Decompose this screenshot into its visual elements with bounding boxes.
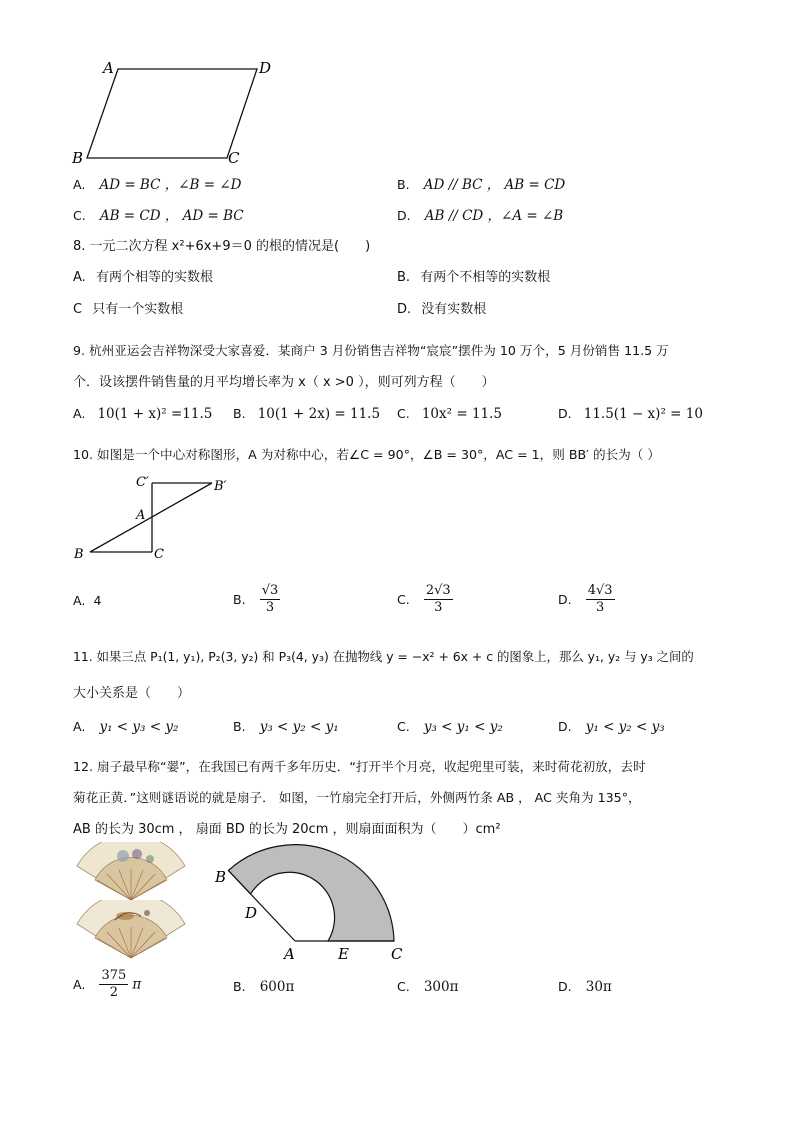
option-fraction bbox=[424, 583, 453, 616]
q8-option-a[interactable] bbox=[73, 266, 213, 285]
option-label: C. bbox=[397, 979, 410, 994]
option-label: C. bbox=[397, 592, 410, 607]
option-label: B. bbox=[233, 406, 246, 421]
option-label: D. bbox=[558, 719, 572, 734]
option-label: A. bbox=[73, 270, 86, 285]
option-label: C bbox=[73, 302, 83, 317]
q11-option-a[interactable] bbox=[73, 719, 178, 735]
option-suffix: π bbox=[132, 976, 142, 993]
option-label: B. bbox=[233, 592, 246, 607]
option-text: y₃ < y₁ < y₂ bbox=[423, 719, 503, 735]
option-label: B. bbox=[233, 979, 246, 994]
fraction-numerator: 375 bbox=[101, 968, 127, 983]
q7-label-c: C bbox=[228, 149, 240, 167]
option-text: AB = CD ， AD = BC bbox=[99, 208, 244, 224]
q9-stem-line1: 9. 杭州亚运会吉祥物深受大家喜爱．某商户 3 月份销售吉祥物“宸宸”摆件为 10 万个，5 月份销售 11.5 万 bbox=[73, 343, 669, 358]
q10-option-c[interactable] bbox=[397, 583, 453, 616]
q7-label-a: A bbox=[103, 59, 114, 77]
option-text: 10(1 + x)² =11.5 bbox=[97, 406, 213, 422]
option-fraction bbox=[586, 583, 615, 616]
option-label: A. bbox=[73, 719, 86, 734]
q12-fan-sector-figure bbox=[205, 838, 420, 968]
q8-option-b[interactable] bbox=[397, 266, 550, 285]
q9-option-a[interactable] bbox=[73, 406, 212, 422]
option-label: D. bbox=[558, 406, 572, 421]
option-label: A. bbox=[73, 177, 86, 192]
q12-option-a[interactable] bbox=[73, 968, 141, 1001]
option-text: 600π bbox=[259, 979, 295, 995]
fan-painting-image-bottom bbox=[75, 900, 187, 960]
q10-label-b: B bbox=[74, 547, 84, 562]
option-text: 有两个不相等的实数根 bbox=[420, 270, 551, 285]
q12-option-d[interactable] bbox=[558, 979, 612, 995]
option-text: 有两个相等的实数根 bbox=[95, 270, 213, 285]
q12-stem-line1: 12. 扇子最早称“翣”，在我国已有两千多年历史．“打开半个月亮，收起兜里可装，来时荷花初放，去时 bbox=[73, 759, 646, 774]
q10-label-a: A bbox=[136, 508, 146, 523]
option-label: D. bbox=[558, 979, 572, 994]
option-text: 30π bbox=[585, 979, 612, 995]
q8-stem: 8. 一元二次方程 x²+6x+9＝0 的根的情况是( ) bbox=[73, 239, 371, 254]
q12-label-b: B bbox=[215, 868, 227, 886]
q12-option-b[interactable] bbox=[233, 979, 294, 995]
q7-option-a[interactable] bbox=[73, 173, 241, 193]
q12-label-d: D bbox=[245, 904, 258, 922]
q11-stem-line1: 11. 如果三点 P₁(1, y₁), P₂(3, y₂) 和 P₃(4, y₃) 在抛物线 y = −x² + 6x + c 的图象上，那么 y₁, y₂ 与 y₃ 之间的 bbox=[73, 649, 694, 664]
q11-stem-line2: 大小关系是（ ） bbox=[73, 686, 191, 701]
q9-option-b[interactable] bbox=[233, 406, 380, 422]
fraction-numerator: 4√3 bbox=[587, 583, 613, 598]
fraction-denominator: 3 bbox=[265, 600, 275, 615]
q11-option-d[interactable] bbox=[558, 719, 665, 735]
q10-label-c: C bbox=[154, 547, 164, 562]
option-label: A. bbox=[73, 406, 86, 421]
q7-option-c[interactable] bbox=[73, 204, 244, 224]
option-text: y₁ < y₂ < y₃ bbox=[585, 719, 665, 735]
option-fraction bbox=[260, 583, 281, 616]
option-text: 11.5(1 − x)² = 10 bbox=[583, 406, 703, 422]
option-text: 300π bbox=[423, 979, 459, 995]
q10-option-b[interactable] bbox=[233, 583, 280, 616]
option-label: C. bbox=[397, 719, 410, 734]
option-text: AB // CD ，∠A = ∠B bbox=[424, 208, 564, 224]
q8-option-d[interactable] bbox=[397, 298, 486, 317]
fraction-numerator: √3 bbox=[261, 583, 279, 598]
q10-label-c-prime: C′ bbox=[136, 475, 149, 490]
q7-option-b[interactable] bbox=[397, 173, 565, 193]
q12-stem-line2: 菊花正黄．”这则谜语说的就是扇子． 如图，一竹扇完全打开后，外侧两竹条 AB ， AC 夹角为 135°， bbox=[73, 790, 641, 805]
fraction-numerator: 2√3 bbox=[425, 583, 451, 598]
q9-option-c[interactable] bbox=[397, 406, 502, 422]
option-text: 没有实数根 bbox=[421, 302, 487, 317]
option-text: y₁ < y₃ < y₂ bbox=[99, 719, 179, 735]
q7-parallelogram-figure bbox=[60, 55, 290, 170]
option-label: B. bbox=[397, 177, 410, 192]
q7-option-d[interactable] bbox=[397, 204, 563, 224]
q10-central-symmetry-figure bbox=[70, 470, 240, 565]
option-label: C. bbox=[397, 406, 410, 421]
option-text: 10x² = 11.5 bbox=[421, 406, 502, 422]
q12-label-c: C bbox=[391, 945, 403, 963]
q12-label-e: E bbox=[338, 945, 349, 963]
option-label: D. bbox=[558, 592, 572, 607]
q10-label-b-prime: B′ bbox=[214, 479, 227, 494]
q12-option-c[interactable] bbox=[397, 979, 458, 995]
q7-label-d: D bbox=[259, 59, 272, 77]
option-text: AD // BC ， AB = CD bbox=[423, 177, 566, 193]
fraction-denominator: 3 bbox=[596, 600, 605, 615]
q8-option-c[interactable] bbox=[73, 298, 183, 317]
option-text: y₃ < y₂ < y₁ bbox=[259, 719, 339, 735]
q12-label-a: A bbox=[284, 945, 295, 963]
option-text: 10(1 + 2x) = 11.5 bbox=[257, 406, 381, 422]
option-fraction bbox=[99, 968, 128, 1001]
q10-option-d[interactable] bbox=[558, 583, 615, 616]
option-label: B. bbox=[233, 719, 246, 734]
q12-stem-line3: AB 的长为 30cm ， 扇面 BD 的长为 20cm ，则扇面面积为（ ）cm² bbox=[73, 822, 501, 837]
option-label: D. bbox=[397, 208, 411, 223]
option-label: C. bbox=[73, 208, 86, 223]
option-text: 4 bbox=[93, 593, 102, 608]
q9-stem-line2: 个．设该摆件销售量的月平均增长率为 x（ x >0 ），则可列方程（ ） bbox=[73, 375, 495, 390]
q9-option-d[interactable] bbox=[558, 406, 703, 422]
q10-stem: 10. 如图是一个中心对称图形，A 为对称中心，若∠C = 90°，∠B = 30°，AC = 1，则 BB′ 的长为（ ） bbox=[73, 447, 660, 462]
fraction-denominator: 3 bbox=[434, 600, 443, 615]
option-label: D. bbox=[397, 302, 412, 317]
fan-painting-image-top bbox=[75, 842, 187, 902]
option-text: 只有一个实数根 bbox=[92, 302, 184, 317]
q11-option-c[interactable] bbox=[397, 719, 503, 735]
option-text: AD = BC ，∠B = ∠D bbox=[99, 177, 242, 193]
fraction-denominator: 2 bbox=[109, 985, 118, 1000]
option-label: A. bbox=[73, 977, 86, 992]
option-label: B. bbox=[397, 270, 411, 285]
q11-option-b[interactable] bbox=[233, 719, 339, 735]
q7-label-b: B bbox=[72, 149, 84, 167]
option-label: A. bbox=[73, 593, 86, 608]
q10-option-a[interactable] bbox=[73, 593, 101, 609]
